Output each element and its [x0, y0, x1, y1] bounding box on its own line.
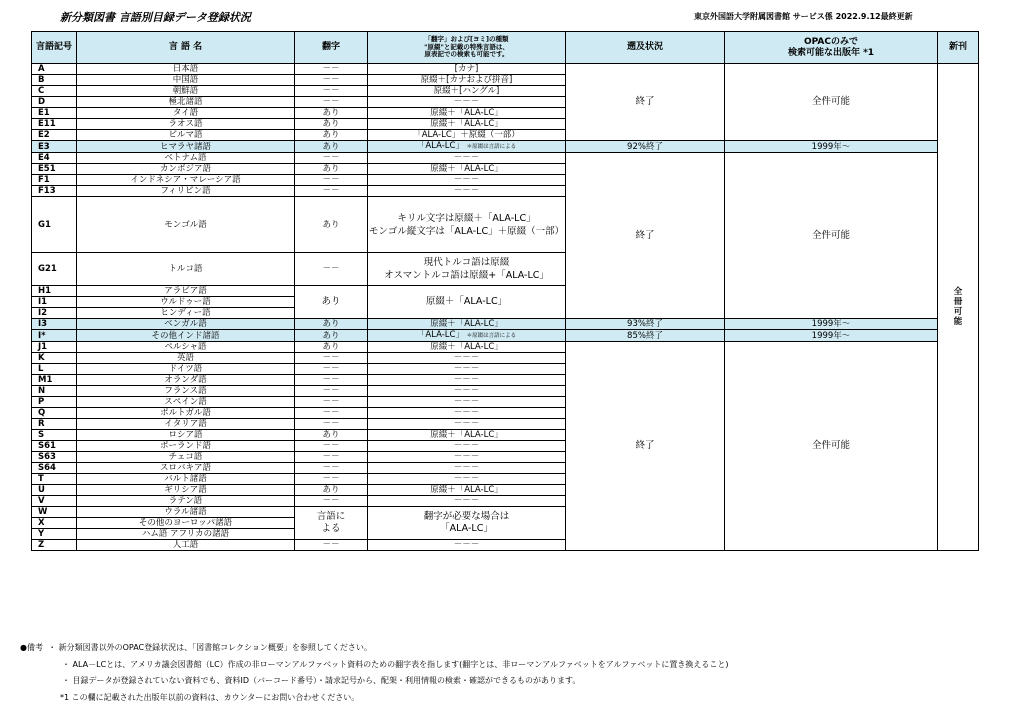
table-row: E3 ヒマラヤ諸語 あり 「ALA-LC」 ＊原綴は言語による 92%終了 1999年～ [32, 141, 979, 153]
retro-cell: 終了 [566, 64, 725, 141]
col-transliteration: 翻字 [295, 32, 368, 64]
opac-cell: 全件可能 [725, 342, 938, 551]
table-row: H1 アラビア語 あり 原綴＋「ALA-LC」 [32, 286, 979, 297]
table-row: F13 フィリピン語 －－ －－－ [32, 186, 979, 197]
table-row: K 英語 －－ －－－ [32, 353, 979, 364]
note-line: ・ ALA－LCとは、アメリカ議会図書館（LC）作成の非ローマンアルファベット資料のための翻字表を指します(翻字とは、非ローマンアルファベットをアルファベットに置き換えること) [62, 659, 729, 669]
table-row: Y ハム語 アフリカの諸語 [32, 529, 979, 540]
table-row: I3 ベンガル語 あり 原綴＋「ALA-LC」 93%終了 1999年～ [32, 319, 979, 330]
retro-cell: 終了 [566, 342, 725, 551]
table-row: E11 ラオス語 あり 原綴＋「ALA-LC」 [32, 119, 979, 130]
note-line: ●備考 ・ 新分類図書以外のOPAC登録状況は、「図書館コレクション概要」を参照してください。 [20, 643, 372, 652]
table-row: I* その他インド諸語 あり 「ALA-LC」 ＊原綴は言語による 85%終了 1999年～ [32, 330, 979, 342]
library-update-note: 東京外国語大学附属図書館 サービス係 2022.9.12最終更新 [694, 12, 913, 21]
table-row: V ラテン語 －－ －－－ [32, 496, 979, 507]
opac-cell: 全件可能 [725, 64, 938, 141]
table-row: U ギリシア語 あり 原綴＋「ALA-LC」 [32, 485, 979, 496]
table-row: I2 ヒンディー語 [32, 308, 979, 319]
col-code: 言語記号 [32, 32, 77, 64]
table-row: N フランス語 －－ －－－ [32, 386, 979, 397]
table-row: P スペイン語 －－ －－－ [32, 397, 979, 408]
new-all-possible: 全 冊 可 能 [938, 64, 979, 551]
table-row: A 日本語 －－ [カナ] 終了 全件可能 全 冊 可 能 [32, 64, 979, 75]
notes-section [20, 640, 728, 706]
table-row: L ドイツ語 －－ －－－ [32, 364, 979, 375]
col-language-name: 言 語 名 [77, 32, 295, 64]
table-row: G21 トルコ語 －－ 現代トルコ語は原綴 オスマントルコ語は原綴+「ALA-LC」 [32, 253, 979, 286]
col-new: 新刊 [938, 32, 979, 64]
table-row: X その他のヨーロッパ諸語 [32, 518, 979, 529]
retro-cell: 終了 [566, 153, 725, 319]
header-row [32, 32, 979, 64]
table-row: Z 人工語 －－ －－－ [32, 540, 979, 551]
table-row: I1 ウルドゥー語 [32, 297, 979, 308]
col-transliteration-type: 「翻字」および[ヨミ]の種類 "原綴"と記載の特殊言語は、 原表記での検索も可能です。 [368, 32, 566, 64]
table-row: S64 スロバキア語 －－ －－－ [32, 463, 979, 474]
table-row: Q ポルトガル語 －－ －－－ [32, 408, 979, 419]
page-title: 新分類図書 言語別目録データ登録状況 [60, 11, 251, 24]
table-row: M1 オランダ語 －－ －－－ [32, 375, 979, 386]
table-row: E1 タイ語 あり 原綴＋「ALA-LC」 [32, 108, 979, 119]
table-row: R イタリア語 －－ －－－ [32, 419, 979, 430]
table-row: E2 ビルマ語 あり 「ALA-LC」＋原綴（一部） [32, 130, 979, 141]
table-row: S ロシア語 あり 原綴＋「ALA-LC」 [32, 430, 979, 441]
col-retro-status: 遡及状況 [566, 32, 725, 64]
table-row: B 中国語 －－ 原綴＋[カナおよび拼音] [32, 75, 979, 86]
note-line: ・ 目録データが登録されていない資料でも、資料ID（バーコード番号）・請求記号から、配架・利用情報の検索・確認ができるものがあります。 [62, 676, 581, 685]
language-status-table [31, 31, 979, 551]
table-row: E51 カンボジア語 あり 原綴＋「ALA-LC」 [32, 164, 979, 175]
table-row: E4 ベトナム語 －－ －－－ 終了 全件可能 [32, 153, 979, 164]
table-row: S61 ポーランド語 －－ －－－ [32, 441, 979, 452]
col-opac-year: OPACのみで 検索可能な出版年 *1 [725, 32, 938, 64]
table-row: J1 ペルシャ語 あり 原綴＋「ALA-LC」 終了 全件可能 [32, 342, 979, 353]
table-row: G1 モンゴル語 あり キリル文字は原綴＋「ALA-LC」 モンゴル縦文字は「ALA-LC」＋原綴（一部） [32, 197, 979, 253]
table-row: T バルト諸語 －－ －－－ [32, 474, 979, 485]
table-row: S63 チェコ語 －－ －－－ [32, 452, 979, 463]
opac-cell: 全件可能 [725, 153, 938, 319]
table-row: C 朝鮮語 －－ 原綴＋[ハングル] [32, 86, 979, 97]
table-row: W ウラル諸語 言語に よる 翻字が必要な場合は 「ALA-LC」 [32, 507, 979, 518]
table-row: D 極北諸語 －－ －－－ [32, 97, 979, 108]
note-line: *1 この欄に記載された出版年以前の資料は、カウンターにお問い合わせください。 [60, 692, 360, 702]
table-row: F1 インドネシア・マレーシア語 －－ －－－ [32, 175, 979, 186]
